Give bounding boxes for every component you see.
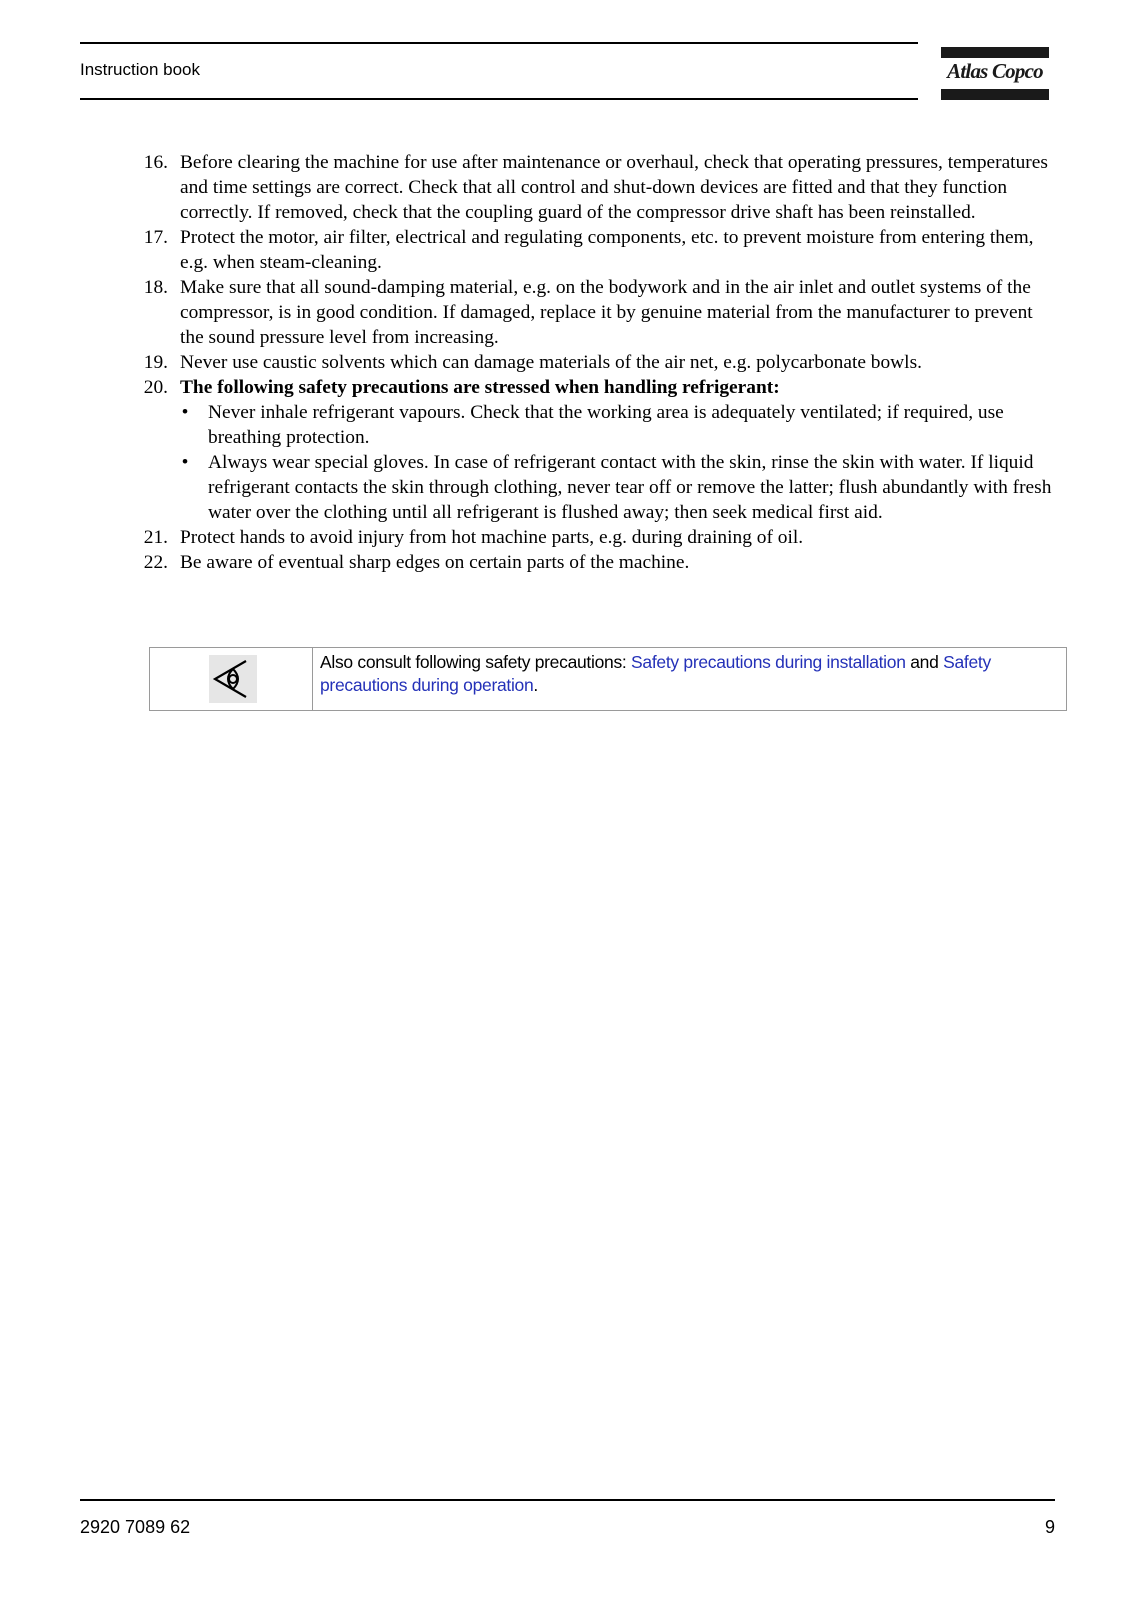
note-text: [320, 651, 1062, 697]
item-number: 18.: [143, 277, 168, 298]
footer-page-number: 9: [1044, 1517, 1055, 1537]
item-number: 22.: [143, 552, 168, 573]
footer-rule: [80, 1499, 1055, 1501]
list-item: [140, 275, 1060, 350]
logo-wordmark: Atlas Copco: [947, 59, 1043, 83]
item-text: Before clearing the machine for use after maintenance or overhaul, check that operating pressures, temperatures and time settings are correct. Check that all control and shut-down devices are fitted and that they function correctly. If removed, check that the coupling guard of the compressor drive shaft has been reinstalled.: [180, 152, 1048, 223]
item-number: 17.: [143, 227, 168, 248]
note-icon-cell: [150, 648, 313, 710]
note-text-middle: and: [905, 652, 944, 672]
refrigerant-bullets: [140, 400, 1060, 525]
atlas-copco-logo: [941, 47, 1049, 100]
note-text-before: Also consult following safety precautions:: [320, 652, 632, 672]
item-text: Never use caustic solvents which can damage materials of the air net, e.g. polycarbonate bowls.: [180, 352, 922, 373]
item-heading-text: The following safety precautions are stressed when handling refrigerant:: [180, 377, 780, 398]
eye-notice-icon: [209, 655, 257, 703]
item-text: Protect hands to avoid injury from hot machine parts, e.g. during draining of oil.: [180, 527, 804, 548]
item-text: Protect the motor, air filter, electrical and regulating components, etc. to prevent moisture from entering them, e.g. when steam-cleaning.: [180, 227, 1034, 273]
list-item: [140, 225, 1060, 275]
bullet-item: [180, 400, 1060, 450]
note-text-after: .: [533, 675, 538, 695]
item-text: Be aware of eventual sharp edges on certain parts of the machine.: [180, 552, 690, 573]
bullet-item: [180, 450, 1060, 525]
bullet-dot: •: [181, 402, 189, 423]
item-number: 21.: [143, 527, 168, 548]
logo-bottom-bar: [941, 89, 1049, 100]
bullet-text: Always wear special gloves. In case of refrigerant contact with the skin, rinse the skin with water. If liquid refrigerant contacts the skin through clothing, never tear off or remove the latter; flush abundantly with fresh water over the clothing until all refrigerant is flushed away; then seek medical first aid.: [208, 452, 1052, 523]
list-item: [140, 525, 1060, 550]
link-operation-precautions[interactable]: Safety precautions during operation: [320, 652, 991, 695]
item-number: 20.: [143, 377, 168, 398]
item-text: Make sure that all sound-damping material, e.g. on the bodywork and in the air inlet and outlet systems of the compressor, is in good condition. If damaged, replace it by genuine material from the manufacturer to prevent the sound pressure level from increasing.: [180, 277, 1033, 348]
list-item-refrigerant: [140, 375, 1060, 400]
safety-note-box: [149, 647, 1067, 711]
logo-top-bar: [941, 47, 1049, 58]
bullet-dot: •: [181, 452, 189, 473]
list-item: [140, 550, 1060, 575]
list-item: [140, 350, 1060, 375]
item-number: 19.: [143, 352, 168, 373]
header-top-rule: [80, 42, 918, 44]
footer-document-number: 2920 7089 62: [80, 1517, 191, 1537]
bullet-text: Never inhale refrigerant vapours. Check that the working area is adequately ventilated; if required, use breathing protection.: [208, 402, 1004, 448]
header-bottom-rule: [80, 98, 918, 100]
item-number: 16.: [143, 152, 168, 173]
link-installation-precautions[interactable]: Safety precautions during installation: [631, 652, 906, 672]
header-title: Instruction book: [80, 60, 201, 79]
list-item: [140, 150, 1060, 225]
safety-list: [140, 150, 1060, 575]
